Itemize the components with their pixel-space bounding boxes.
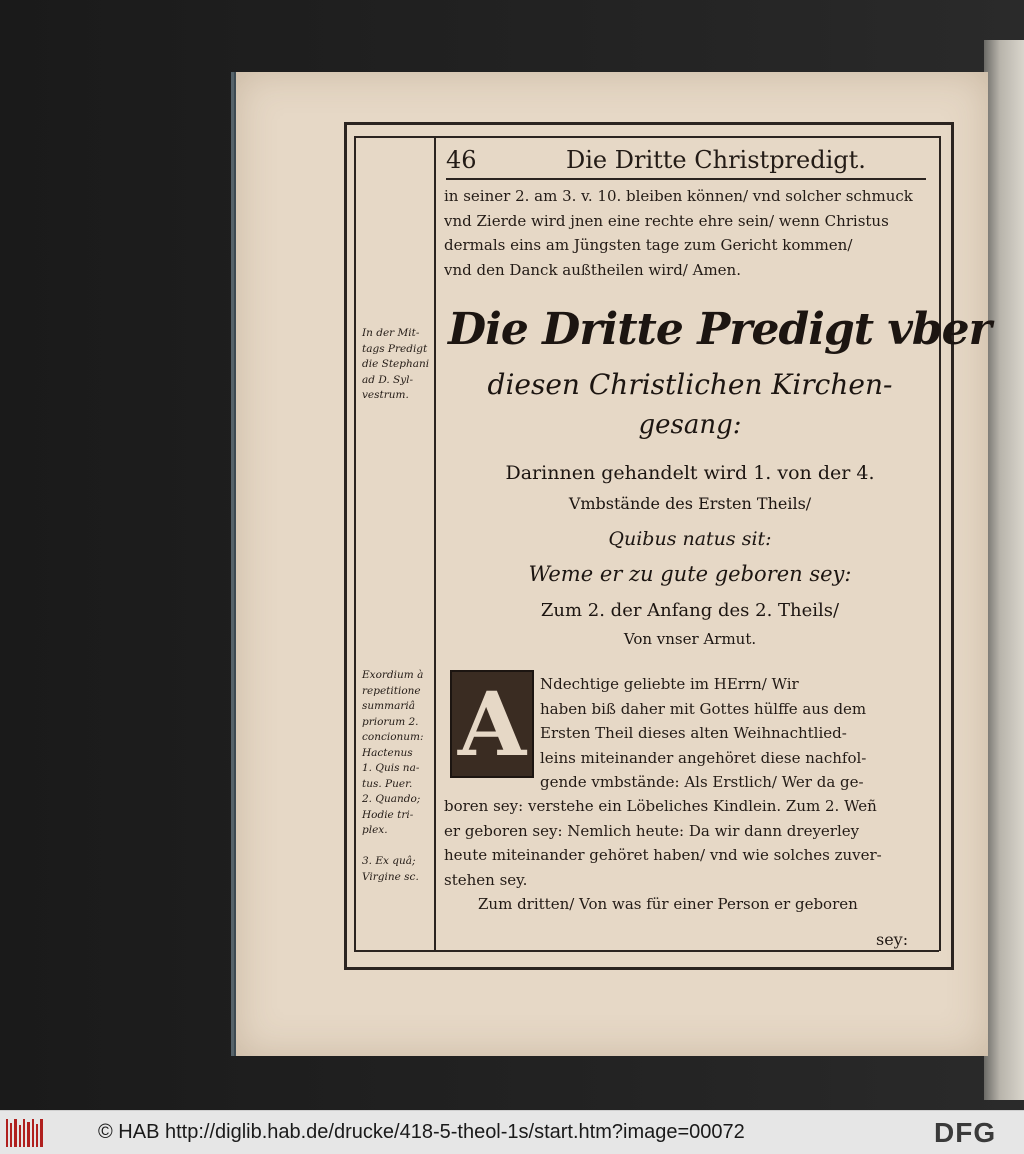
margin-line: priorum 2. (362, 715, 419, 728)
margin-line: tus. Puer. (362, 777, 413, 790)
text-line: stehen sey. (444, 870, 528, 889)
subtitle-line: Quibus natus sit: (608, 528, 772, 550)
frame-rule-bottom (354, 950, 939, 952)
running-header (446, 146, 926, 178)
text-line: gende vmbstände: Als Erstlich/ Wer da ge- (540, 773, 864, 791)
subtitle-line: Weme er zu gute geboren sey: (528, 562, 852, 586)
margin-line: Exordium à (362, 669, 424, 681)
subtitle-line: Zum 2. der Anfang des 2. Theils/ (540, 600, 840, 621)
text-line: Zum dritten/ Von was für einer Person er geboren (478, 895, 858, 913)
source-url[interactable]: © HAB http://diglib.hab.de/drucke/418-5-theol-1s/start.htm?image=00072 (98, 1121, 745, 1143)
margin-line: die Stephani (362, 358, 430, 370)
running-title: Die Dritte Christpredigt. (566, 146, 866, 174)
margin-divider (434, 136, 436, 951)
subtitle-line: Von vnser Armut. (623, 630, 757, 648)
text-line: in seiner 2. am 3. v. 10. bleiben können/ vnd solcher schmuck (444, 187, 913, 205)
margin-line: 3. Ex quâ; (362, 855, 416, 867)
margin-line: Hactenus (362, 746, 413, 759)
frame-rule-top (354, 136, 939, 138)
text-line: dermals eins am Jüngsten tage zum Gericht kommen/ (444, 236, 853, 254)
text-line: heute miteinander gehöret haben/ vnd wie solches zuver- (444, 846, 882, 864)
text-line: vnd Zierde wird jnen eine rechte ehre sein/ wenn Christus (444, 211, 889, 230)
page-number: 46 (446, 146, 477, 174)
text-line: boren sey: verstehe ein Löbeliches Kindlein. Zum 2. Weñ (444, 797, 877, 815)
sermon-title: Die Dritte Predigt vber (448, 304, 991, 355)
subtitle-line: Darinnen gehandelt wird 1. von der 4. (505, 462, 875, 484)
subtitle-line: diesen Christlichen Kirchen- (487, 368, 893, 401)
dfg-logo: DFG (934, 1117, 997, 1148)
text-line: vnd den Danck außtheilen wird/ Amen. (444, 260, 741, 279)
text-line: haben biß daher mit Gottes hülffe aus dem (540, 699, 867, 718)
body-paragraph-indented (540, 672, 930, 795)
margin-line: In der Mit- (362, 327, 420, 339)
text-line: Ersten Theil dieses alten Weihnachtlied- (540, 724, 847, 742)
text-line: er geboren sey: Nemlich heute: Da wir dann dreyerley (444, 821, 860, 840)
subtitle-line: gesang: (638, 410, 742, 440)
margin-line: vestrum. (362, 389, 409, 401)
initial-letter: A (457, 672, 527, 776)
margin-line: plex. (362, 824, 388, 836)
margin-line: tags Predigt (362, 342, 428, 355)
margin-line: 1. Quis na- (362, 762, 420, 774)
intro-paragraph (444, 184, 932, 282)
margin-line: ad D. Syl- (362, 373, 414, 386)
margin-line: repetitione (362, 684, 421, 697)
margin-line: Virgine sc. (362, 870, 419, 883)
text-line: Ndechtige geliebte im HErrn/ Wir (540, 675, 799, 693)
viewer-footer (0, 1110, 1024, 1154)
header-rule (446, 178, 926, 180)
decorated-initial (450, 670, 534, 778)
marginal-note-2 (362, 668, 432, 885)
page-content (236, 72, 991, 1056)
marginal-note-1 (362, 326, 432, 404)
body-paragraph (444, 794, 932, 917)
subtitle-line: Vmbstände des Ersten Theils/ (568, 494, 812, 513)
adjacent-page-edge (984, 40, 1024, 1100)
barcode-icon (6, 1119, 46, 1147)
frame-rule-left (354, 136, 356, 951)
margin-line: Hodie tri- (362, 808, 414, 821)
text-line: leins miteinander angehöret diese nachfol- (540, 748, 867, 767)
frame-rule-right (939, 136, 941, 951)
catchword: sey: (876, 930, 909, 949)
margin-line: 2. Quando; (362, 793, 421, 805)
margin-line (362, 839, 432, 855)
margin-line: summariâ (362, 700, 415, 712)
margin-line: concionum: (362, 731, 424, 743)
